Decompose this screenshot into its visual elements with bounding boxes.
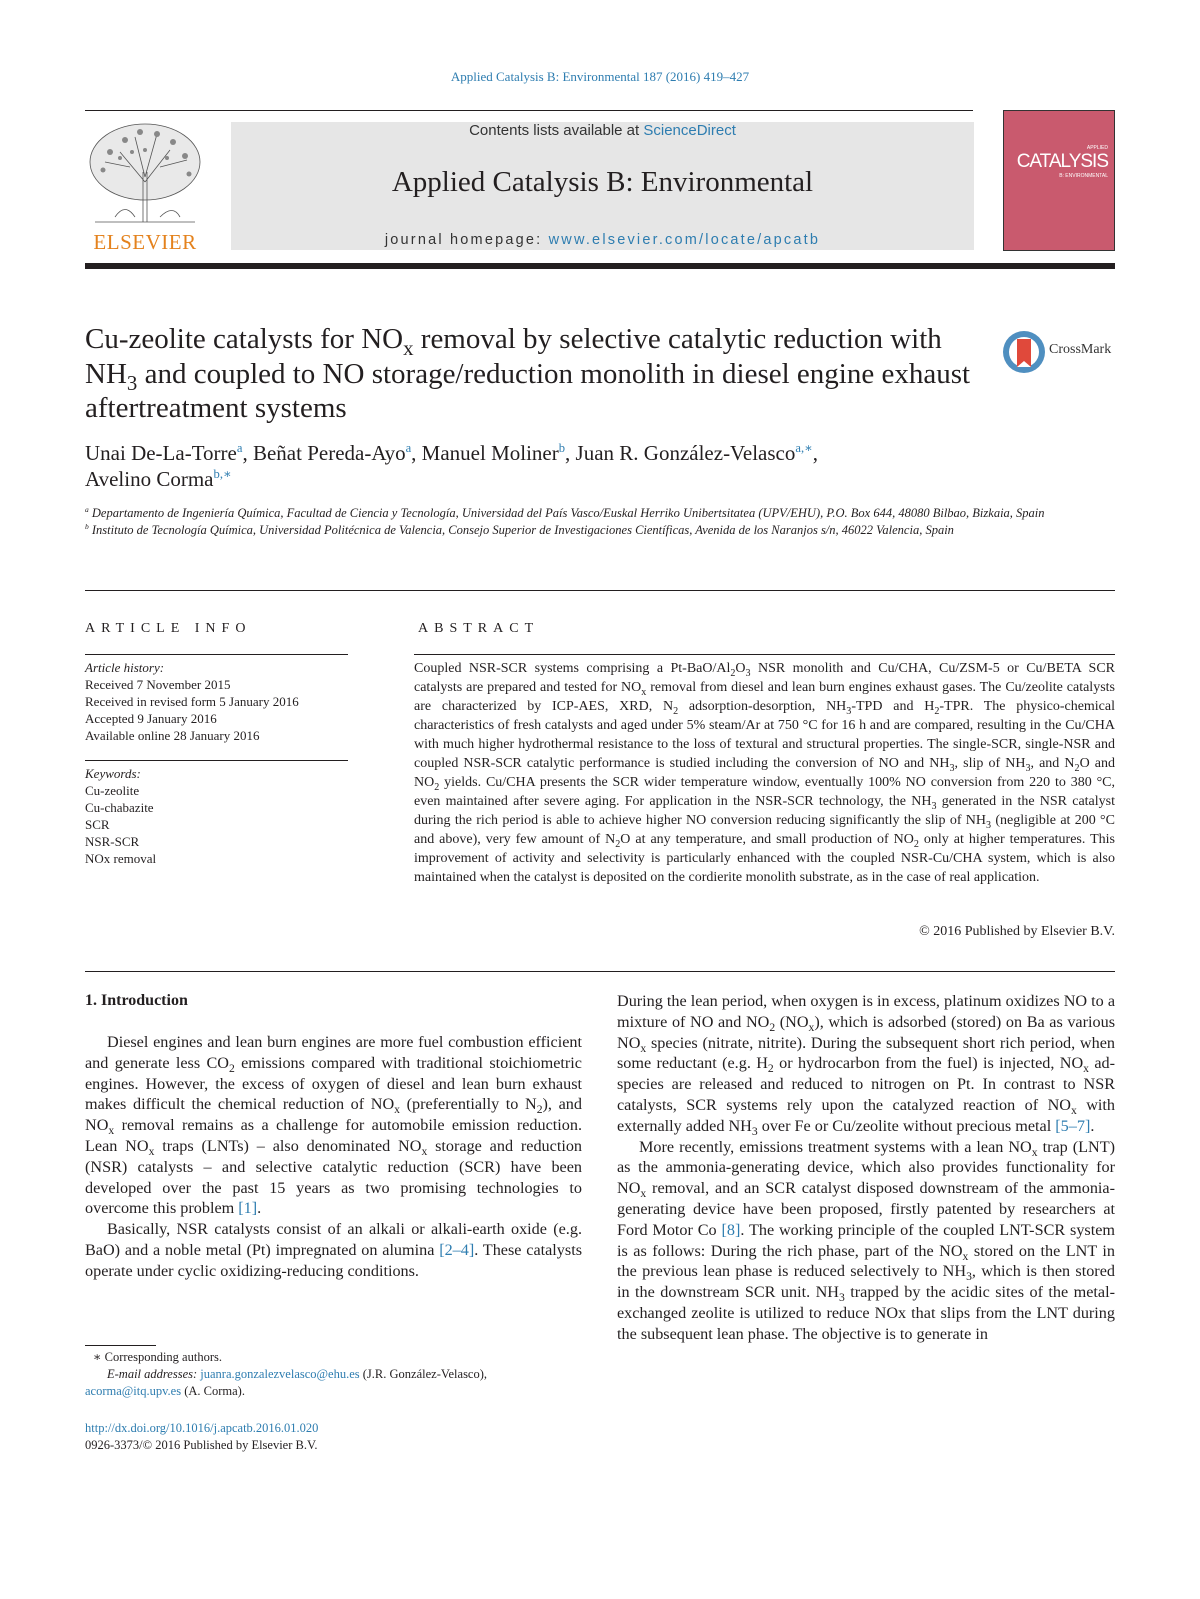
issn-line: 0926-3373/© 2016 Published by Elsevier B.V. xyxy=(85,1438,318,1452)
body-paragraph: Diesel engines and lean burn engines are more fuel combustion efficient and generate less $CO_2$ emissions compared with traditional stoichiometric engines. However, the excess of oxygen of diesel and lean burn exhaust makes difficult the chemical reduction of $NO_x$ (preferentially to $N_2$), and $NO_x$ removal remains as a challenge for automobile emission reduction. Lean $NO_x$ traps (LNTs) – also denominated $NO_x$ storage and reduction (NSR) catalysts – and selective catalytic reduction (SCR) have been developed over the past 15 years as two promising technologies to overcome this problem [1]. xyxy=(85,1033,583,1218)
keywords xyxy=(85,765,355,867)
contents-line xyxy=(231,122,974,139)
footnotes xyxy=(85,1349,585,1400)
footnote-rule xyxy=(85,1345,156,1346)
affiliations xyxy=(85,505,1085,539)
crossmark-label: CrossMark xyxy=(1049,342,1112,357)
keyword: Cu-chabazite xyxy=(85,800,154,815)
cover-small-text: APPLIED xyxy=(1086,145,1108,151)
keyword: SCR xyxy=(85,817,110,832)
author-name[interactable]: Avelino Corma xyxy=(85,467,214,491)
citation-link[interactable]: [5–7] xyxy=(1055,1116,1091,1135)
keywords-label: Keywords: xyxy=(85,766,141,781)
email-link[interactable]: juanra.gonzalezvelasco@ehu.es xyxy=(200,1367,360,1381)
journal-name: Applied Catalysis B: Environmental xyxy=(391,166,814,198)
body-column-right xyxy=(617,991,1115,1345)
abstract-copyright: © 2016 Published by Elsevier B.V. xyxy=(919,924,1115,939)
citation-link[interactable]: [1] xyxy=(238,1199,258,1218)
keyword: NOx removal xyxy=(85,851,157,866)
journal-cover-thumbnail xyxy=(1003,110,1115,251)
abstract-rule xyxy=(414,654,1115,655)
keyword: Cu-zeolite xyxy=(85,783,140,798)
doi-block xyxy=(85,1420,585,1454)
author-list: Unai De-La-Torre$^a$, Beñat Pereda-Ayo$^a$, Manuel Moliner$^b$, Juan R. González-Velasco$^{a,∗}$, Avelino Corma$^{b,∗}$ xyxy=(85,441,818,491)
homepage-link[interactable]: www.elsevier.com/locate/apcatb xyxy=(548,232,821,248)
body-paragraph: More recently, emissions treatment systems with a lean $NO_x$ trap (LNT) as the ammonia-generating device, which also provides functionality for $NO_x$ removal, and an SCR catalyst disposed downstream of the ammonia-generating device have been proposed, firstly patented by researchers at Ford Motor Co [8]. The working principle of the coupled LNT-SCR system is as follows: During the rich phase, part of the $NO_x$ stored on the LNT in the previous lean phase is reduced selectively to $NH_3$, which is then stored in the downstream SCR unit. $NH_3$ trapped by the acidic sites of the metal-exchanged zeolite is utilized to reduce NOx that slips from the LNT during the subsequent lean phase. The objective is to generate in xyxy=(617,1137,1115,1343)
article-info-rule xyxy=(85,654,348,655)
abstract-text: Coupled NSR-SCR systems comprising a $Pt-BaO/Al_2O_3$ NSR monolith and Cu/CHA, Cu/ZSM-5 or Cu/BETA SCR catalysts are prepared and tested for $NO_x$ removal from diesel and lean burn engines exhaust gases. The Cu/zeolite catalysts are characterized by ICP-AES, XRD, $N_2$ adsorption-desorption, $NH_3$-TPD and $H_2$-TPR. The physico-chemical characteristics of fresh catalysts and aged under 5% steam/Ar at 750 °C for 16 h and are compared, resulting in the Cu/CHA with much higher hydrothermal resistance to the loss of textural and structural properties. The single-SCR, single-NSR and coupled NSR-SCR catalytic performance is studied including the conversion of NO and $NH_3$, slip of $NH_3$, and $N_2O$ and $NO_2$ yields. Cu/CHA presents the SCR wider temperature window, eventually 100% NO conversion from 220 to 380 °C, even maintained after severe aging. For application in the NSR-SCR technology, the $NH_3$ generated in the NSR catalyst during the rich period is able to achieve higher NO conversion reducing significantly the slip of $NH_3$ (negligible at 200 °C and above), very few amount of $N_2O$ at any temperature, and small production of $NO_2$ only at higher temperatures. This improvement of activity and selectivity is particularly enhanced with the coupled NSR-Cu/CHA system, which is also maintained when the catalyst is deposited on the cordierite monolith substrate, as in the case of real application. xyxy=(414,661,1116,885)
body-rule xyxy=(85,971,1115,972)
affiliation-a: $^a$ Departamento de Ingeniería Química, Facultad de Ciencia y Tecnología, Universidad del País Vasco/Euskal Herriko Unibertsitatea (UPV/EHU), P.O. Box 644, 48080 Bilbao, Bizkaia, Spain xyxy=(85,504,1045,520)
body-column-left xyxy=(85,1032,582,1282)
elsevier-logo xyxy=(85,122,205,256)
elsevier-wordmark: ELSEVIER xyxy=(93,230,197,254)
email-link[interactable]: acorma@itq.upv.es xyxy=(85,1384,182,1398)
article-title: Cu-zeolite catalysts for $NO_x$ removal by selective catalytic reduction with $NH_3$ and coupled to NO storage/reduction monolith in diesel engine exhaust aftertreatment systems xyxy=(85,323,971,424)
author-name[interactable]: Juan R. González-Velasco xyxy=(575,441,796,465)
email-line: E-mail addresses: juanra.gonzalezvelasco@ehu.es (J.R. González-Velasco), xyxy=(107,1367,488,1381)
masthead-thick-rule xyxy=(85,263,1115,269)
journal-masthead xyxy=(231,122,974,250)
keyword: NSR-SCR xyxy=(85,834,140,849)
history-item: Available online 28 January 2016 xyxy=(85,728,260,743)
body-paragraph: Basically, NSR catalysts consist of an alkali or alkali-earth oxide (e.g. BaO) and a noble metal (Pt) impregnated on alumina [2–4]. These catalysts operate under cyclic oxidizing-reducing conditions. xyxy=(85,1220,582,1280)
author-name[interactable]: Unai De-La-Torre xyxy=(85,441,237,465)
author-name[interactable]: Beñat Pereda-Ayo xyxy=(252,441,406,465)
contents-prefix: Contents lists available at xyxy=(469,122,644,139)
history-label: Article history: xyxy=(85,660,165,675)
article-info-heading: ARTICLE INFO xyxy=(85,621,252,636)
introduction-heading: 1. Introduction xyxy=(85,992,188,1009)
homepage-line xyxy=(231,232,974,248)
history-item: Accepted 9 January 2016 xyxy=(85,711,217,726)
affiliation-rule xyxy=(85,590,1115,591)
author-affiliation-marker[interactable]: a xyxy=(405,441,412,455)
author-affiliation-marker[interactable]: a,∗ xyxy=(795,441,813,455)
article-history xyxy=(85,659,355,744)
abstract-heading: ABSTRACT xyxy=(418,621,540,636)
doi-link[interactable]: http://dx.doi.org/10.1016/j.apcatb.2016.01.020 xyxy=(85,1421,319,1435)
cover-subtitle: B: ENVIRONMENTAL xyxy=(1059,173,1108,179)
citation-link[interactable]: [2–4] xyxy=(439,1240,475,1259)
citation-link[interactable]: [8] xyxy=(721,1220,741,1239)
sciencedirect-link[interactable]: ScienceDirect xyxy=(643,122,736,139)
journal-reference[interactable]: Applied Catalysis B: Environmental 187 (2016) 419–427 xyxy=(450,69,750,84)
author-affiliation-marker[interactable]: b xyxy=(558,441,566,455)
author-name[interactable]: Manuel Moliner xyxy=(421,441,559,465)
cover-title: CATALYSIS xyxy=(1016,151,1108,172)
email-line-2: acorma@itq.upv.es (A. Corma). xyxy=(85,1384,245,1398)
crossmark-icon xyxy=(1001,329,1047,375)
affiliation-b: $^b$ Instituto de Tecnología Química, Universidad Politécnica de Valencia, Consejo Superior de Investigaciones Científicas, Avenida de los Naranjos s/n, 46022 Valencia, Spain xyxy=(85,521,954,537)
header-rule xyxy=(85,110,973,111)
tree-icon xyxy=(85,122,205,227)
corresponding-note: ∗ Corresponding authors. xyxy=(93,1350,222,1364)
history-item: Received in revised form 5 January 2016 xyxy=(85,694,299,709)
body-paragraph: During the lean period, when oxygen is in excess, platinum oxidizes NO to a mixture of NO and $NO_2$ $(NO_x)$, which is adsorbed (stored) on Ba as various $NO_x$ species (nitrate, nitrite). During the subsequent short rich period, when some reductant (e.g. $H_2$ or hydrocarbon from the fuel) is injected, $NO_x$ ad-species are released and reduced to nitrogen on Pt. In contrast to NSR catalysts, SCR systems rely upon the catalyzed reaction of $NO_x$ with externally added $NH_3$ over Fe or Cu/zeolite without precious metal [5–7]. xyxy=(617,992,1116,1139)
article-info-rule-2 xyxy=(85,760,348,761)
homepage-prefix: journal homepage: xyxy=(384,232,549,248)
history-item: Received 7 November 2015 xyxy=(85,677,231,692)
crossmark-badge[interactable] xyxy=(1001,329,1121,375)
author-affiliation-marker[interactable]: b,∗ xyxy=(213,467,232,481)
author-affiliation-marker[interactable]: a xyxy=(236,441,243,455)
